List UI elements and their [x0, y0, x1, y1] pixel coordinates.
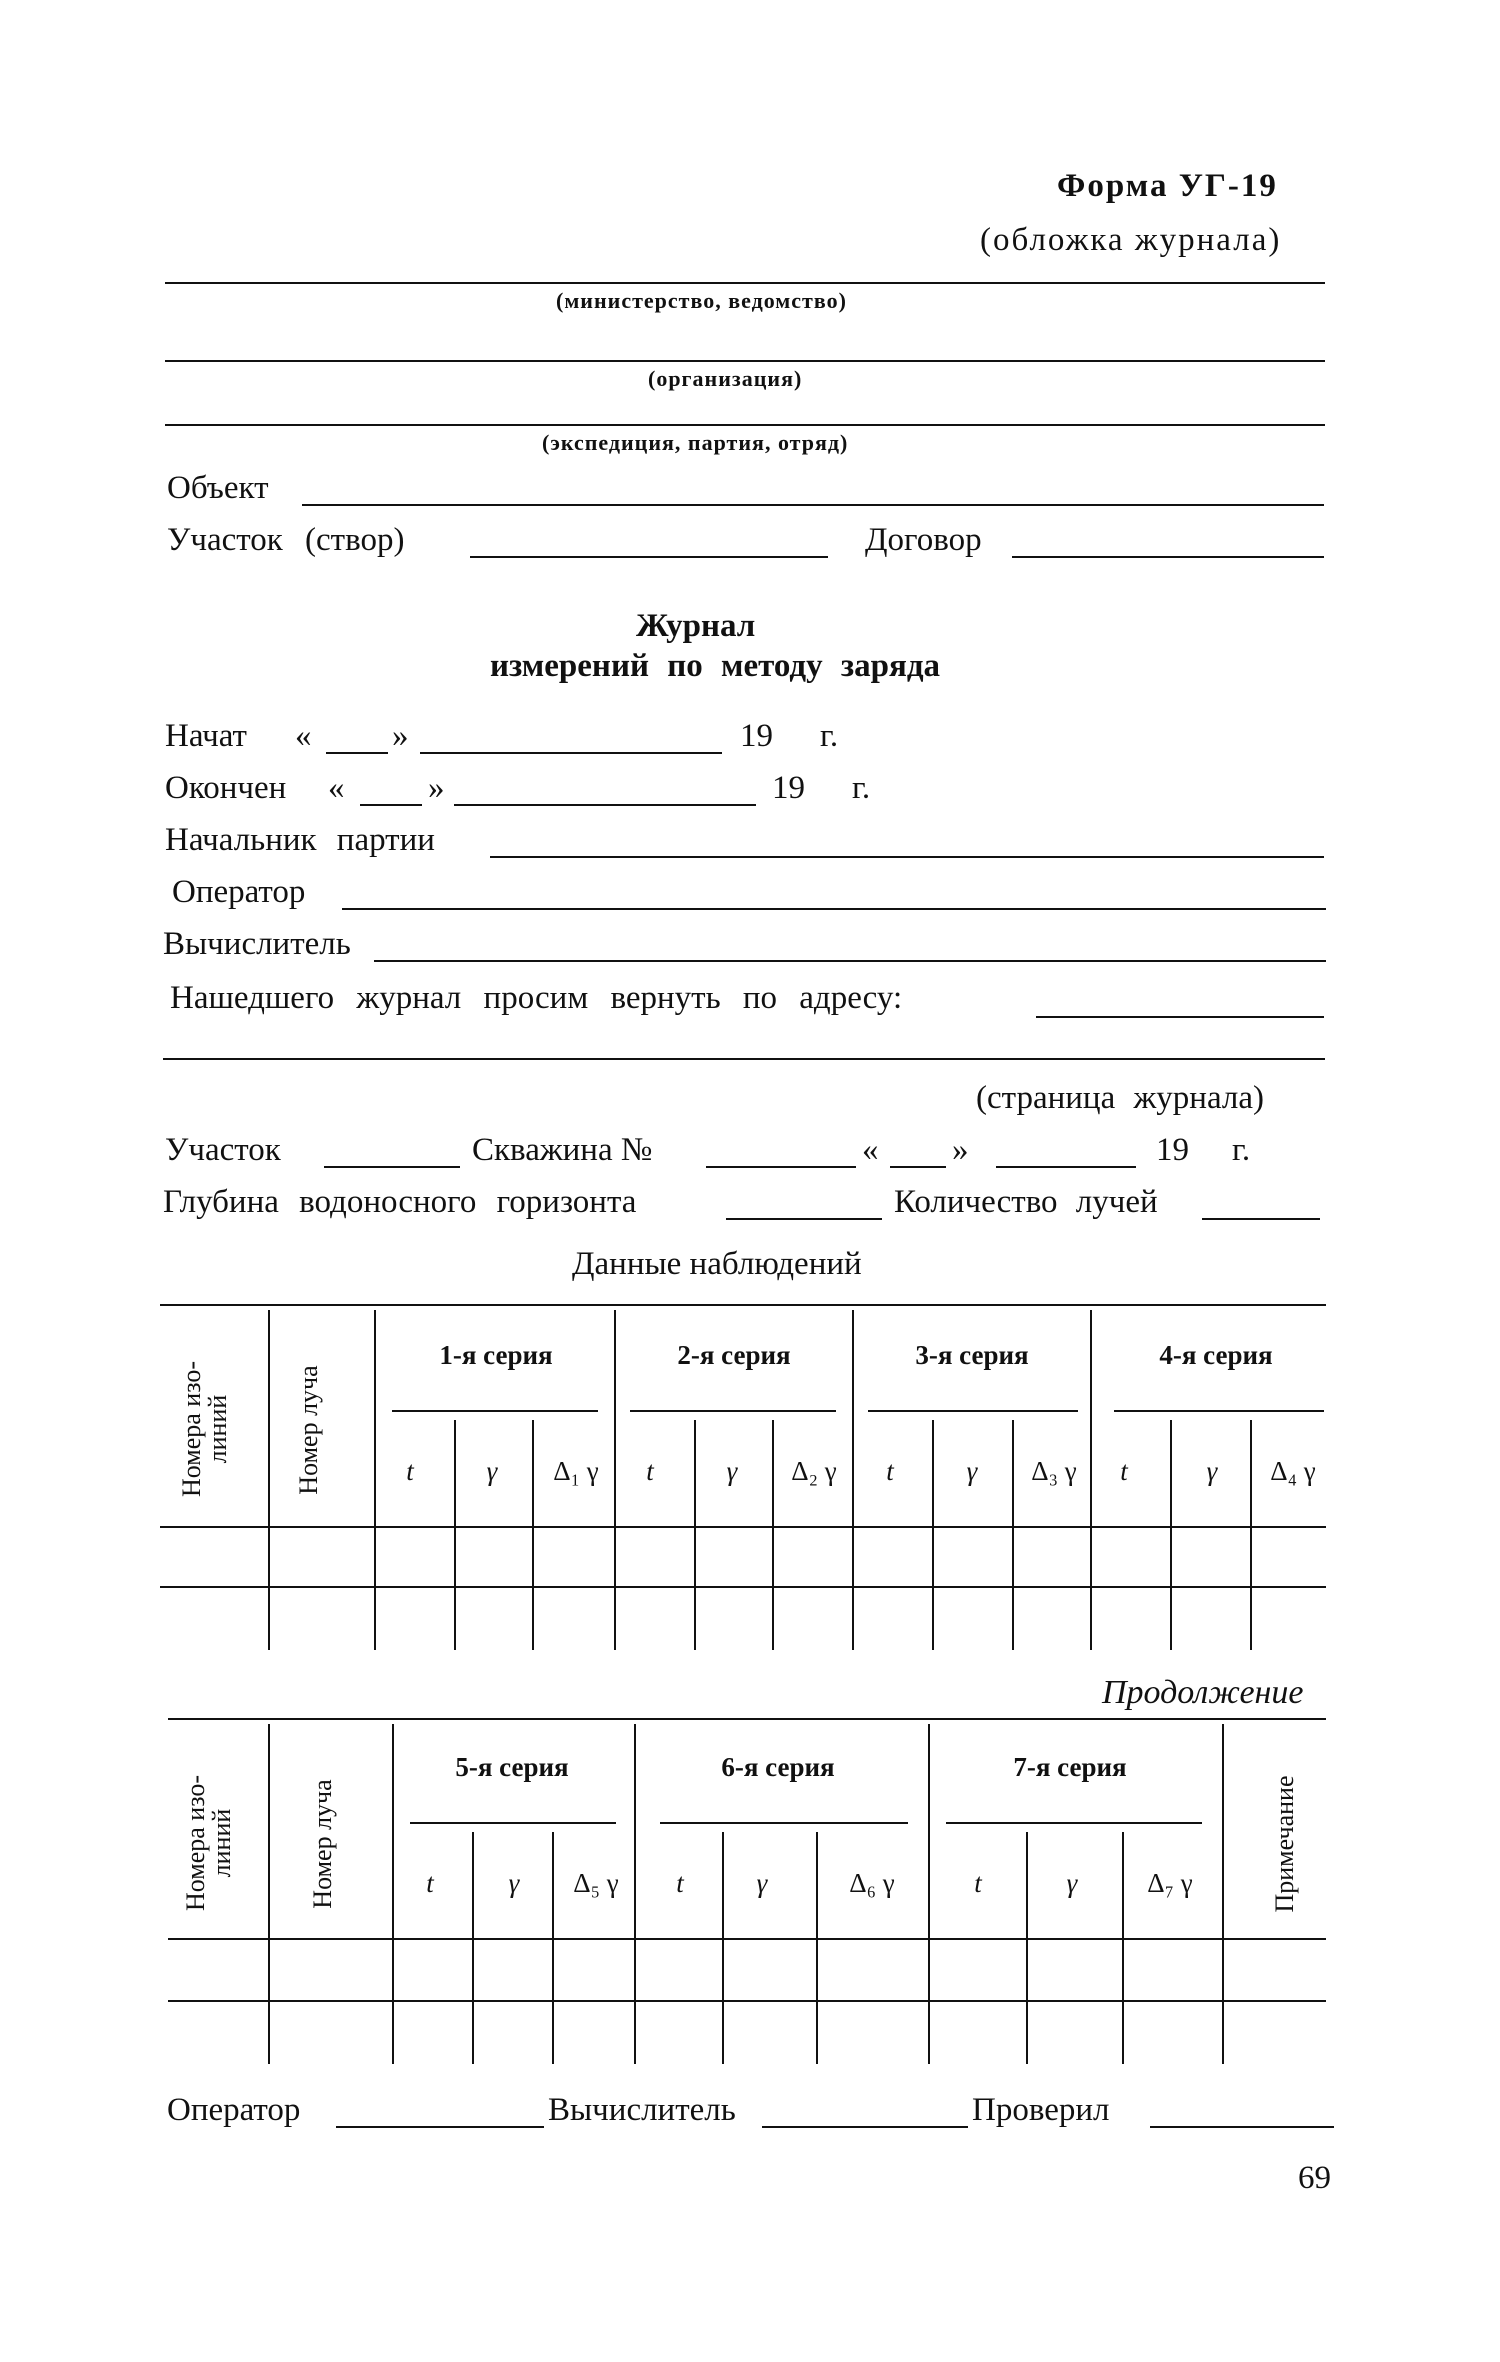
ended-close-quote: » — [428, 770, 445, 806]
footer-calculator-label: Вычислитель — [548, 2092, 736, 2128]
table2-series-7-header: 7-я серия — [1013, 1752, 1127, 1782]
footer-operator-label: Оператор — [167, 2092, 301, 2128]
page-caption: (страница журнала) — [976, 1080, 1264, 1116]
footer-operator-field[interactable] — [336, 2126, 544, 2128]
table1-ray-text: Номер луча — [294, 1365, 323, 1495]
organization-line — [165, 360, 1325, 362]
well-label: Скважина № — [472, 1132, 653, 1168]
table2-vline-s6a — [722, 1832, 724, 2064]
calculator-label: Вычислитель — [163, 926, 351, 962]
table1-series-2-underline — [630, 1410, 836, 1412]
table1-s4-gamma: γ — [1206, 1456, 1218, 1486]
table2-s5-t: t — [426, 1868, 434, 1898]
table1-series-4-header: 4-я серия — [1159, 1340, 1273, 1370]
table2-s6-delta: Δ₆ γ — [849, 1868, 895, 1898]
table2-vline-s5 — [634, 1724, 636, 2064]
contract-field[interactable] — [1012, 556, 1324, 558]
table2-series-7-underline — [946, 1822, 1202, 1824]
depth-field[interactable] — [726, 1218, 882, 1220]
table2-s6-gamma: γ — [756, 1868, 768, 1898]
continuation-label: Продолжение — [1102, 1674, 1304, 1711]
table2-vline-s7b — [1122, 1832, 1124, 2064]
table1-series-1-header: 1-я серия — [439, 1340, 553, 1370]
page-number: 69 — [1298, 2160, 1331, 2196]
rays-field[interactable] — [1202, 1218, 1320, 1220]
well-year-prefix: 19 — [1156, 1132, 1189, 1168]
started-year-prefix: 19 — [740, 718, 773, 754]
table1-vline-ray — [374, 1310, 376, 1650]
started-label: Начат — [165, 718, 247, 754]
ended-year-suffix: г. — [852, 770, 871, 806]
started-open-quote: « — [295, 718, 312, 754]
table1-vline-s4b — [1250, 1420, 1252, 1650]
object-field[interactable] — [302, 504, 1324, 506]
table1-top-border — [160, 1304, 1326, 1306]
table2-isolines-text: Номера изо- линий — [181, 1775, 236, 1912]
table1-vline-isolines — [268, 1310, 270, 1650]
table1-vline-s4a — [1170, 1420, 1172, 1650]
footer-checked-label: Проверил — [972, 2092, 1110, 2128]
table2-vline-s7 — [1222, 1724, 1224, 2064]
table1-series-4-underline — [1114, 1410, 1324, 1412]
well-day-field[interactable] — [890, 1166, 946, 1168]
ended-open-quote: « — [328, 770, 345, 806]
party-chief-field[interactable] — [490, 856, 1324, 858]
journal-title: Журнал — [636, 608, 756, 644]
rays-label: Количество лучей — [894, 1184, 1158, 1220]
table1-s1-delta: Δ₁ γ — [553, 1456, 599, 1486]
party-chief-label: Начальник партии — [165, 822, 435, 858]
ended-label: Окончен — [165, 770, 287, 806]
return-address-field[interactable] — [1036, 1016, 1324, 1018]
table1-s2-gamma: γ — [726, 1456, 738, 1486]
well-month-field[interactable] — [996, 1166, 1136, 1168]
contract-label: Договор — [865, 522, 982, 558]
table1-vline-s3a — [932, 1420, 934, 1650]
table2-s7-t: t — [974, 1868, 982, 1898]
table1-s1-t: t — [406, 1456, 414, 1486]
table1-vline-s2b — [772, 1420, 774, 1650]
operator-field[interactable] — [342, 908, 1326, 910]
well-number-field[interactable] — [706, 1166, 856, 1168]
table1-vline-s1a — [454, 1420, 456, 1650]
table1-s3-gamma: γ — [966, 1456, 978, 1486]
table1-series-1-underline — [392, 1410, 598, 1412]
table2-vline-s6b — [816, 1832, 818, 2064]
table2-s5-gamma: γ — [508, 1868, 520, 1898]
started-month-field[interactable] — [420, 752, 722, 754]
table1-isolines-text: Номера изо- линий — [177, 1361, 232, 1498]
page-section-label: Участок — [165, 1132, 281, 1168]
depth-label: Глубина водоносного горизонта — [163, 1184, 637, 1220]
table1-s4-t: t — [1120, 1456, 1128, 1486]
table2-s5-delta: Δ₅ γ — [573, 1868, 619, 1898]
table2-row-line-1 — [168, 2000, 1326, 2002]
operator-label: Оператор — [172, 874, 306, 910]
table1-s1-gamma: γ — [486, 1456, 498, 1486]
organization-caption: (организация) — [648, 366, 803, 391]
table2-ray-text: Номер луча — [308, 1779, 337, 1909]
table1-vline-s3b — [1012, 1420, 1014, 1650]
expedition-line — [165, 424, 1325, 426]
table2-s7-gamma: γ — [1066, 1868, 1078, 1898]
table2-note-text: Примечание — [1270, 1775, 1299, 1913]
ministry-line — [165, 282, 1325, 284]
table1-vline-s3 — [1090, 1310, 1092, 1650]
table2-vline-s7a — [1026, 1832, 1028, 2064]
table1-isolines-header — [179, 1319, 249, 1539]
well-close-quote: » — [952, 1132, 969, 1168]
table1-s2-delta: Δ₂ γ — [791, 1456, 837, 1486]
table2-top-border — [168, 1718, 1326, 1720]
table1-vline-s1 — [614, 1310, 616, 1650]
table2-ray-header — [310, 1744, 350, 1944]
page-section-field[interactable] — [324, 1166, 460, 1168]
table1-s2-t: t — [646, 1456, 654, 1486]
section-field[interactable] — [470, 556, 828, 558]
footer-checked-field[interactable] — [1150, 2126, 1334, 2128]
table2-series-5-header: 5-я серия — [455, 1752, 569, 1782]
table2-s6-t: t — [676, 1868, 684, 1898]
form-subtitle: (обложка журнала) — [980, 222, 1282, 258]
table1-ray-header — [296, 1330, 336, 1530]
well-open-quote: « — [862, 1132, 879, 1168]
table1-row-line-1 — [160, 1586, 1326, 1588]
table1-s4-delta: Δ₄ γ — [1270, 1456, 1316, 1486]
form-title: Форма УГ-19 — [1057, 168, 1278, 204]
table2-vline-s5b — [552, 1832, 554, 2064]
section-label: Участок (створ) — [167, 522, 405, 558]
ended-year-prefix: 19 — [772, 770, 805, 806]
table1-s3-t: t — [886, 1456, 894, 1486]
observations-title: Данные наблюдений — [572, 1246, 862, 1282]
table1-series-3-header: 3-я серия — [915, 1340, 1029, 1370]
table2-note-header — [1272, 1744, 1312, 1944]
table1-vline-s1b — [532, 1420, 534, 1650]
table2-vline-ray — [392, 1724, 394, 2064]
ministry-caption: (министерство, ведомство) — [556, 288, 847, 313]
well-year-suffix: г. — [1232, 1132, 1251, 1168]
return-label: Нашедшего журнал просим вернуть по адресу: — [170, 980, 903, 1016]
table2-vline-isolines — [268, 1724, 270, 2064]
table2-vline-s5a — [472, 1832, 474, 2064]
table1-vline-s2a — [694, 1420, 696, 1650]
started-close-quote: » — [392, 718, 409, 754]
table2-series-5-underline — [410, 1822, 616, 1824]
footer-calculator-field[interactable] — [762, 2126, 968, 2128]
return-address-field-2[interactable] — [163, 1058, 1325, 1060]
expedition-caption: (экспедиция, партия, отряд) — [542, 430, 849, 455]
ended-month-field[interactable] — [454, 804, 756, 806]
calculator-field[interactable] — [374, 960, 1326, 962]
started-day-field[interactable] — [326, 752, 388, 754]
started-year-suffix: г. — [820, 718, 839, 754]
table1-s3-delta: Δ₃ γ — [1031, 1456, 1077, 1486]
ended-day-field[interactable] — [360, 804, 422, 806]
table1-series-3-underline — [868, 1410, 1078, 1412]
table2-series-6-underline — [660, 1822, 908, 1824]
table1-vline-s2 — [852, 1310, 854, 1650]
table2-s7-delta: Δ₇ γ — [1147, 1868, 1193, 1898]
journal-subtitle: измерений по методу заряда — [490, 648, 941, 684]
table1-series-2-header: 2-я серия — [677, 1340, 791, 1370]
object-label: Объект — [167, 470, 269, 506]
table2-series-6-header: 6-я серия — [721, 1752, 835, 1782]
table2-isolines-header — [183, 1733, 253, 1953]
table2-vline-s6 — [928, 1724, 930, 2064]
